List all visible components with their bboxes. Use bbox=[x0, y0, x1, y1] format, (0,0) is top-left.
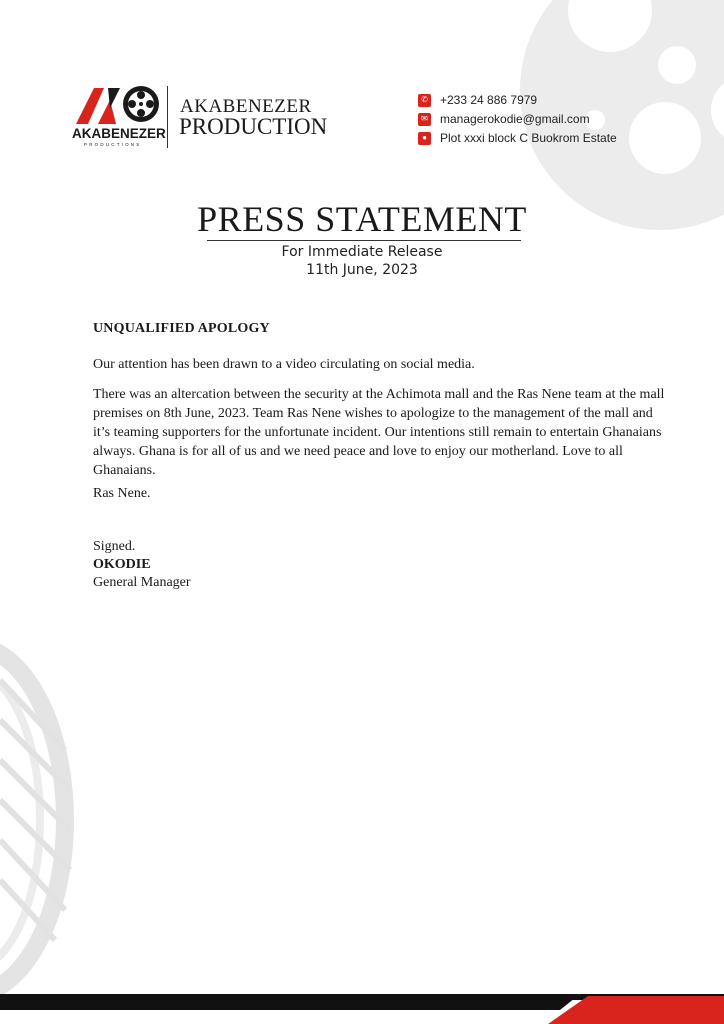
contact-address bbox=[418, 131, 617, 145]
paragraph: There was an altercation between the security at the Achimota mall and the Ras Nene team at the mall premises on 8th June, 2023. Team Ras Nene wishes to apologize to the management of the mall and it’s teaming supporters for the unfortunate incident. Our intentions still remain to entertain Ghanaians always. Ghana is for all of us and we need peace and love to enjoy our motherland. Love to all Ghanaians. bbox=[93, 387, 665, 478]
address-text: Plot xxxi block C Buokrom Estate bbox=[440, 131, 617, 145]
paragraph: Our attention has been drawn to a video circulating on social media. bbox=[93, 357, 475, 372]
release-line: For Immediate Release bbox=[281, 244, 443, 260]
email-text: managerokodie@gmail.com bbox=[440, 112, 590, 126]
release-date: 11th June, 2023 bbox=[306, 262, 418, 278]
footer-bar bbox=[0, 990, 724, 1024]
contact-email bbox=[418, 112, 590, 126]
statement-subject: UNQUALIFIED APOLOGY bbox=[93, 321, 270, 336]
brand-name-line1: AKABENEZER bbox=[180, 96, 312, 117]
phone-text: +233 24 886 7979 bbox=[440, 93, 538, 107]
signed-label: Signed. bbox=[93, 539, 136, 554]
page-title: PRESS STATEMENT bbox=[197, 199, 527, 239]
paragraph: Ras Nene. bbox=[93, 486, 151, 501]
akabenezer-logo bbox=[70, 82, 166, 148]
logo-divider bbox=[167, 86, 168, 148]
contact-phone bbox=[418, 93, 537, 107]
email-icon: ✉ bbox=[418, 113, 431, 126]
phone-icon: ✆ bbox=[418, 94, 431, 107]
signer-title: General Manager bbox=[93, 575, 191, 590]
film-reel-decoration-bottom bbox=[0, 640, 80, 1000]
signer-name: OKODIE bbox=[93, 557, 151, 572]
logo-subtext: PRODUCTIONS bbox=[84, 142, 142, 147]
title-underline bbox=[207, 240, 521, 241]
brand-name-line2: PRODUCTION bbox=[179, 114, 328, 139]
location-icon: ● bbox=[418, 132, 431, 145]
logo-wordmark: AKABENEZER bbox=[72, 126, 166, 141]
